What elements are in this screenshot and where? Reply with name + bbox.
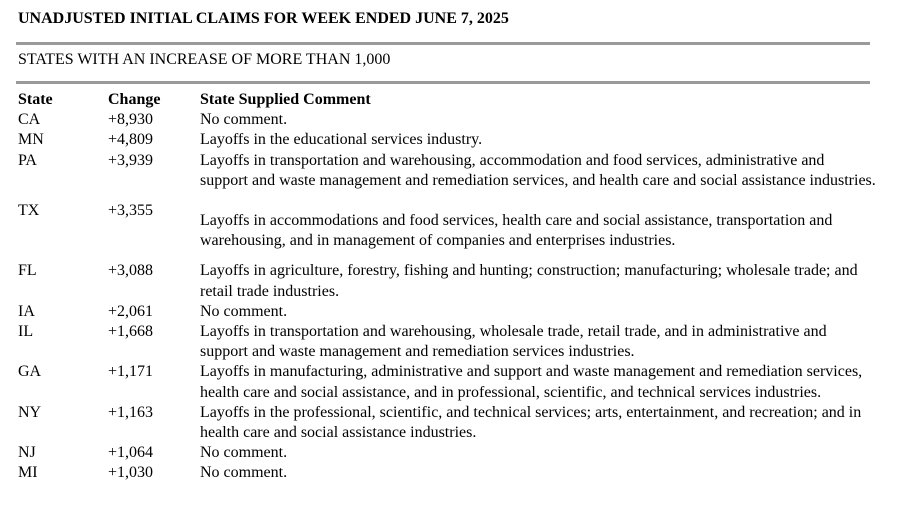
state-cell: TX	[18, 202, 40, 220]
comment-cell: Layoffs in transportation and warehousing, wholesale trade, retail trade, and in administrative and support and waste management and remediation services industries.	[200, 323, 827, 361]
comment-cell: No comment.	[200, 464, 288, 482]
table-row	[18, 201, 878, 251]
section-heading: STATES WITH AN INCREASE OF MORE THAN 1,000	[18, 51, 391, 68]
comment-cell: Layoffs in agriculture, forestry, fishing and hunting; construction; manufacturing; wholesale trade; and retail trade industries.	[200, 262, 858, 300]
comment-cell: No comment.	[200, 302, 288, 320]
table-row	[18, 130, 878, 150]
comment-cell: Layoffs in the educational services industry.	[200, 131, 483, 149]
table-row	[18, 261, 878, 301]
state-cell: CA	[18, 111, 41, 129]
state-cell: IA	[18, 302, 35, 320]
table-row	[18, 403, 878, 443]
table-row	[18, 362, 878, 402]
row-spacer	[18, 191, 878, 201]
claims-table	[18, 90, 878, 484]
row-spacer	[18, 251, 878, 261]
change-cell: +1,030	[108, 464, 154, 482]
change-cell: +3,939	[108, 151, 154, 169]
comment-cell: Layoffs in accommodations and food services, health care and social assistance, transportation and warehousing, and in management of companies and enterprises industries.	[200, 212, 833, 250]
table-row	[18, 151, 878, 191]
state-cell: NY	[18, 403, 42, 421]
table-header-row	[18, 90, 878, 110]
change-cell: +1,064	[108, 444, 154, 462]
comment-cell: No comment.	[200, 444, 288, 462]
state-cell: GA	[18, 363, 42, 381]
table-row	[18, 443, 878, 463]
change-cell: +8,930	[108, 111, 154, 129]
comment-cell: No comment.	[200, 111, 288, 129]
change-cell: +2,061	[108, 302, 154, 320]
bottom-divider	[16, 81, 870, 84]
page-title: UNADJUSTED INITIAL CLAIMS FOR WEEK ENDED JUNE 7, 2025	[18, 10, 509, 27]
state-cell: MN	[18, 131, 44, 149]
comment-cell: Layoffs in manufacturing, administrative and support and waste management and remediation services, health care and social assistance, and in professional, scientific, and technical services industries.	[200, 363, 863, 401]
change-cell: +3,088	[108, 262, 154, 280]
state-cell: IL	[18, 323, 34, 341]
change-column-header: Change	[108, 91, 161, 108]
state-column-header: State	[18, 91, 53, 108]
change-cell: +1,668	[108, 323, 154, 341]
table-row	[18, 110, 878, 130]
comment-cell: Layoffs in the professional, scientific, and technical services; arts, entertainment, and recreation; and in health care and social assistance industries.	[200, 403, 862, 442]
table-row	[18, 463, 878, 483]
change-cell: +3,355	[108, 202, 154, 220]
comment-cell: Layoffs in transportation and warehousing, accommodation and food services, administrative and support and waste management and remediation services, and health care and social assistance industries.	[200, 151, 876, 189]
change-cell: +4,809	[108, 131, 154, 149]
table-row	[18, 302, 878, 322]
change-cell: +1,171	[108, 363, 154, 381]
change-cell: +1,163	[108, 403, 154, 421]
state-cell: NJ	[18, 444, 36, 462]
comment-column-header: State Supplied Comment	[200, 91, 371, 108]
table-row	[18, 322, 878, 362]
state-cell: MI	[18, 464, 38, 482]
state-cell: PA	[18, 151, 37, 169]
top-divider	[16, 42, 870, 45]
state-cell: FL	[18, 262, 37, 280]
